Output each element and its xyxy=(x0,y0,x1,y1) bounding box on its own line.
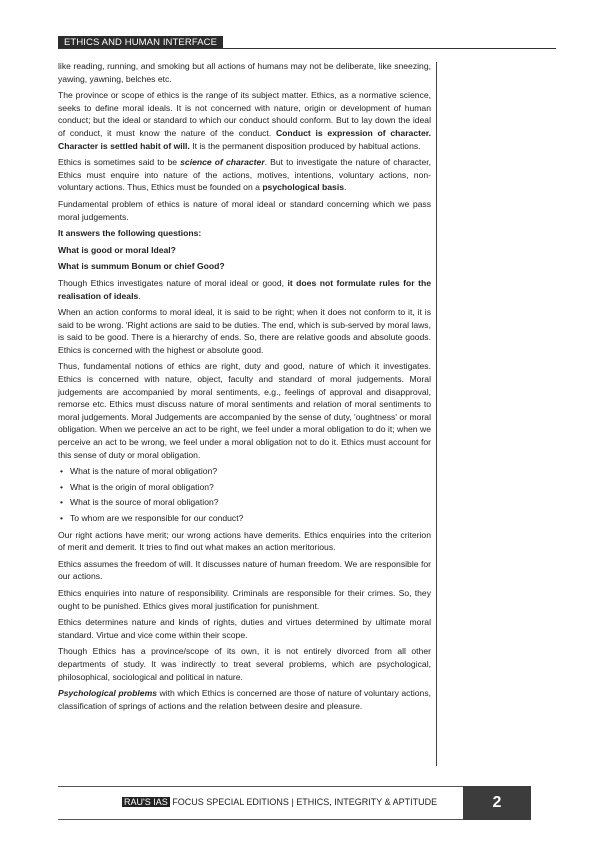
list-item: • To whom are we responsible for our conduct? xyxy=(70,512,431,525)
list-item: • What is the source of moral obligation? xyxy=(70,496,431,509)
question: What is summum Bonum or chief Good? xyxy=(58,261,225,272)
footer-text xyxy=(122,796,437,808)
body-text xyxy=(58,60,431,716)
emphasis: science of character xyxy=(180,157,265,168)
paragraph: Though Ethics investigates nature of moral ideal or good, it does not formulate rules for the realisation of ideals. xyxy=(58,277,431,301)
paragraph: Fundamental problem of ethics is nature of moral ideal or standard concerning which we pass moral judgements. xyxy=(58,198,431,222)
question: What is good or moral Ideal? xyxy=(58,244,176,255)
emphasis: it does not formulate rules for the realisation of ideals xyxy=(58,277,431,301)
footer-title: FOCUS SPECIAL EDITIONS | ETHICS, INTEGRITY & APTITUDE xyxy=(172,797,438,807)
footer-bottom-rule xyxy=(58,819,463,820)
paragraph: Ethics is sometimes said to be science of character. But to investigate the nature of character, Ethics must enquire into nature of the actions, motives, intentions, voluntary actions, non-voluntary actions. Thus, Ethics must be founded on a psychological basis. xyxy=(58,157,432,193)
paragraph: like reading, running, and smoking but all actions of humans may not be deliberate, like sneezing, yawing, yawning, belches etc. xyxy=(58,61,431,84)
emphasis: psychological basis xyxy=(262,182,344,193)
paragraph: When an action conforms to moral ideal, it is said to be right; when it does not conform to it, it is said to be wrong. 'Right actions are said to be duties. The end, which is sub-served by moral laws, is said to be good. There is a hierarchy of ends. So, there are relative goods and absolute goods. Ethics is concerned with the highest or absolute good. xyxy=(58,307,431,355)
header-rule xyxy=(58,48,556,49)
paragraph: Ethics enquiries into nature of responsibility. Criminals are responsible for their crimes. So, they ought to be punished. Ethics gives moral justification for punishment. xyxy=(58,587,431,611)
paragraph: Our right actions have merit; our wrong actions have demerits. Ethics enquiries into the criterion of merit and demerit. It tries to find out what makes an action meritorious. xyxy=(58,529,431,553)
paragraph: Ethics assumes the freedom of will. It discusses nature of human freedom. We are responsible for our actions. xyxy=(58,558,431,582)
paragraph: Thus, fundamental notions of ethics are right, duty and good, nature of which it investigates. Ethics is concerned with nature, object, faculty and standard of moral judgements. Moral judgements are accompanied by moral sentiments, e.g., feelings of approval and disapproval, remorse etc. Ethics must discuss nature of moral sentiments and relation of moral sentiments to moral judgements. Moral Judgements are accompanied by the sense of duty, 'oughtness' or moral obligation. When we perceive an act to be right, we feel under a moral obligation to do it; when we perceive an act to be wrong, we feel under a moral obligation not to do it. Ethics must account for this sense of duty or moral obligation. xyxy=(58,361,431,460)
margin-rule xyxy=(436,62,437,766)
bullet-list xyxy=(58,465,431,524)
paragraph: Ethics determines nature and kinds of rights, duties and virtues determined by ultimate moral standard. Virtue and vice come within their scope. xyxy=(58,617,431,640)
paragraph: Psychological problems with which Ethics is concerned are those of nature of voluntary actions, classification of springs of actions and the relation between desire and pleasure. xyxy=(58,688,432,711)
brand-label: RAU'S IAS xyxy=(124,797,168,807)
list-item: • What is the nature of moral obligation? xyxy=(70,465,431,478)
page-number: 2 xyxy=(463,786,531,820)
running-header xyxy=(58,36,556,50)
header-title: ETHICS AND HUMAN INTERFACE xyxy=(58,36,223,49)
emphasis: Conduct is expression of character. Character is settled habit of will. xyxy=(58,127,431,151)
page-footer xyxy=(58,786,550,820)
list-item: • What is the origin of moral obligation? xyxy=(70,481,431,494)
question-intro: It answers the following questions: xyxy=(58,228,202,239)
emphasis: Psychological problems xyxy=(58,688,158,699)
footer-rule xyxy=(58,786,463,787)
paragraph: Though Ethics has a province/scope of its own, it is not entirely divorced from all other departments of study. It was indirectly to treat several problems, which are psychological, philosophical, sociological and political in nature. xyxy=(58,646,431,682)
paragraph: The province or scope of ethics is the range of its subject matter. Ethics, as a normative science, seeks to define moral ideals. It is not concerned with nature, origin or development of human conduct; but the ideal or standard to which our conduct should conform. But to lay down the ideal of conduct, it must know the nature of the conduct. Conduct is expression of character. Character is settled habit of will. It is the permanent disposition produced by habitual actions. xyxy=(58,90,431,151)
